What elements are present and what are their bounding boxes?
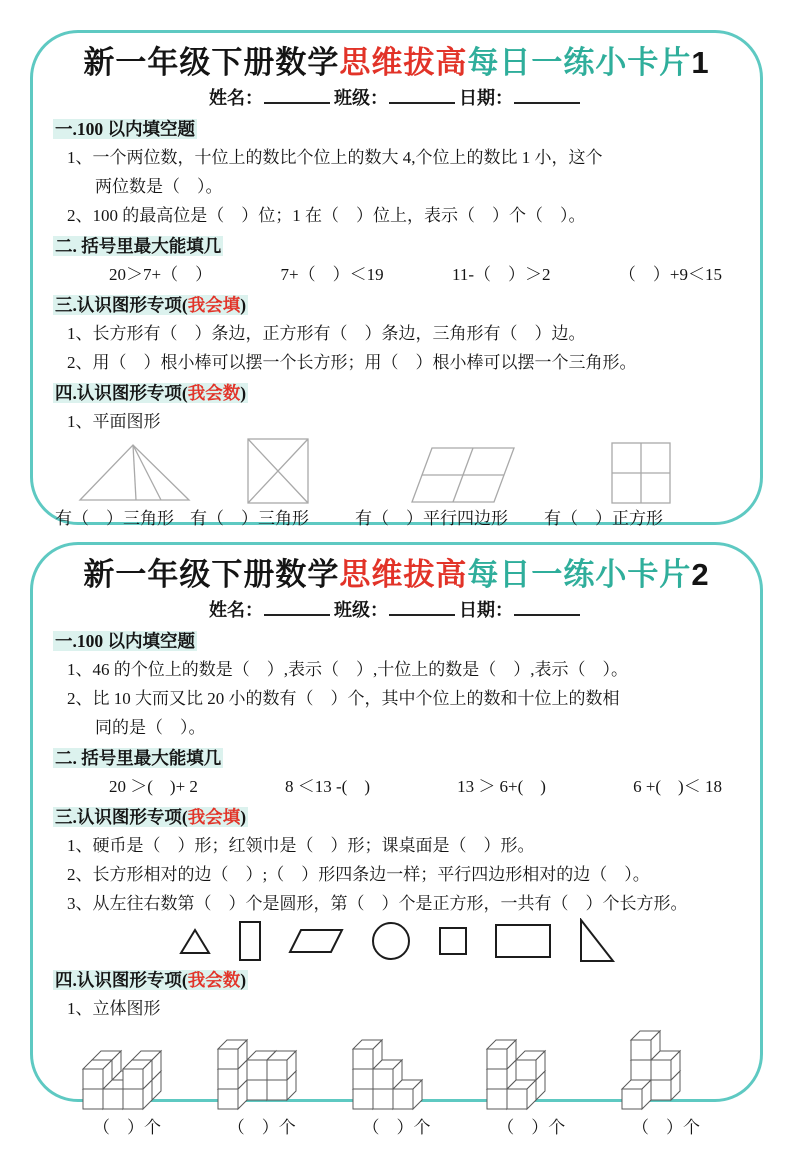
title-series-segment: 每日一练小卡片	[467, 45, 692, 80]
date-label: 日期：	[459, 88, 513, 108]
wide-rectangle-icon	[494, 923, 552, 959]
title-course-segment: 新一年级下册数学	[83, 45, 340, 80]
parallelogram-icon	[288, 927, 344, 955]
section-1-heading: 一.100 以内填空题	[55, 631, 195, 651]
cube-count-caption: （ ）个	[93, 1118, 161, 1137]
expression-row	[53, 772, 740, 801]
heading-red-tag: 我会填	[187, 295, 241, 315]
cube-count-caption: （ ）个	[227, 1118, 296, 1137]
heading-red-tag: 我会填	[187, 807, 241, 827]
section-2-heading: 二. 括号里最大能填几	[55, 748, 222, 768]
figure-caption: 有（ ）平行四边形	[355, 509, 508, 528]
divided-triangle-icon	[75, 442, 193, 504]
student-info-line	[53, 595, 740, 625]
cube-figure	[467, 1025, 595, 1141]
question-line: 2、长方形相对的边（ ）;（ ）形四条边一样；平行四边形相对的边（ ）。	[67, 865, 650, 884]
heading-red-tag: 我会数	[187, 383, 241, 403]
cube-count-caption: （ ）个	[497, 1118, 566, 1137]
worksheet-title	[53, 555, 740, 595]
class-blank	[389, 599, 455, 616]
cube-stack-icon	[216, 1025, 308, 1113]
expression-item: 20 ＞( )+ 2	[109, 777, 198, 796]
title-series-segment: 每日一练小卡片	[467, 557, 692, 592]
name-label: 姓名：	[209, 88, 263, 108]
cube-figure	[63, 1025, 191, 1141]
subsection-label: 1、立体图形	[67, 999, 161, 1018]
section-4-heading: 四.认识图形专项(我会数)	[55, 383, 247, 403]
triangle-icon	[178, 927, 212, 955]
plane-figures-row	[53, 438, 740, 504]
cube-stack-icon	[351, 1025, 443, 1113]
square-icon	[438, 926, 468, 956]
cube-stack-icon	[620, 1025, 712, 1113]
cube-figure	[198, 1025, 326, 1141]
expression-item: 13 ＞ 6+( )	[457, 777, 546, 796]
tall-rectangle-icon	[238, 920, 262, 962]
section-2-heading: 二. 括号里最大能填几	[55, 236, 222, 256]
question-line: 2、比 10 大而又比 20 小的数有（ ）个，其中个位上的数和十位上的数相	[67, 689, 620, 708]
divided-square-icon	[611, 442, 671, 504]
circle-icon	[370, 920, 412, 962]
question-line: 两位数是（ ）。	[95, 177, 223, 196]
question-line: 3、从左往右数第（ ）个是圆形，第（ ）个是正方形，一共有（ ）个长方形。	[67, 894, 688, 913]
expression-item: 7+（ ）＜19	[280, 265, 384, 284]
solid-figures-row	[53, 1025, 740, 1141]
date-blank	[514, 87, 580, 104]
name-blank	[264, 599, 330, 616]
title-course-segment: 新一年级下册数学	[83, 557, 340, 592]
divided-parallelogram-icon	[411, 446, 515, 504]
worksheet-card-1	[30, 30, 763, 528]
subsection-label: 1、平面图形	[67, 412, 161, 431]
section-3-heading: 三.认识图形专项(我会填)	[55, 807, 247, 827]
square-with-diagonals-icon	[247, 438, 309, 504]
question-line: 1、硬币是（ ）形；红领巾是（ ）形；课桌面是（ ）形。	[67, 836, 535, 855]
cube-stack-icon	[485, 1025, 577, 1113]
class-blank	[389, 87, 455, 104]
cube-figure	[333, 1025, 461, 1141]
cube-figure	[602, 1025, 730, 1141]
worksheet-title	[53, 43, 740, 83]
shape-sequence-row	[53, 918, 740, 964]
figure-caption: 有（ ）三角形	[55, 509, 174, 528]
question-line: 1、一个两位数，十位上的数比个位上的数大 4,个位上的数比 1 小，这个	[67, 148, 603, 167]
section-4-heading: 四.认识图形专项(我会数)	[55, 970, 247, 990]
date-label: 日期：	[459, 600, 513, 620]
heading-red-tag: 我会数	[187, 970, 241, 990]
question-line: 2、100 的最高位是（ ）位；1 在（ ）位上，表示（ ）个（ ）。	[67, 206, 586, 225]
cube-count-caption: （ ）个	[362, 1118, 431, 1137]
question-line: 1、46 的个位上的数是（ ）,表示（ ）,十位上的数是（ ）,表示（ ）。	[67, 660, 628, 679]
question-line: 同的是（ ）。	[95, 718, 206, 737]
card-number: 2	[691, 557, 710, 592]
figure-caption: 有（ ）正方形	[544, 509, 663, 528]
right-triangle-icon	[578, 918, 616, 964]
section-1-heading: 一.100 以内填空题	[55, 119, 195, 139]
cube-count-caption: （ ）个	[632, 1118, 700, 1137]
question-line: 2、用（ ）根小棒可以摆一个长方形；用（ ）根小棒可以摆一个三角形。	[67, 353, 637, 372]
section-3-heading: 三.认识图形专项(我会填)	[55, 295, 247, 315]
name-blank	[264, 87, 330, 104]
expression-item: 6 +( )＜ 18	[633, 777, 722, 796]
expression-item: （ ）+9＜15	[618, 265, 722, 284]
question-line: 1、长方形有（ ）条边，正方形有（ ）条边，三角形有（ ）边。	[67, 324, 586, 343]
date-blank	[514, 599, 580, 616]
figure-caption-row	[53, 504, 740, 534]
student-info-line	[53, 83, 740, 113]
worksheet-card-2	[30, 542, 763, 1137]
class-label: 班级：	[334, 600, 388, 620]
card-number: 1	[691, 45, 710, 80]
title-highlight-segment: 思维拔高	[339, 557, 468, 592]
expression-item: 11-（ ）＞2	[451, 265, 551, 284]
class-label: 班级：	[334, 88, 388, 108]
expression-row	[53, 260, 740, 289]
figure-caption: 有（ ）三角形	[190, 509, 309, 528]
title-highlight-segment: 思维拔高	[339, 45, 468, 80]
name-label: 姓名：	[209, 600, 263, 620]
expression-item: 20＞7+（ ）	[109, 265, 213, 284]
expression-item: 8 ＜13 -( )	[285, 777, 370, 796]
cube-stack-icon	[81, 1025, 173, 1113]
